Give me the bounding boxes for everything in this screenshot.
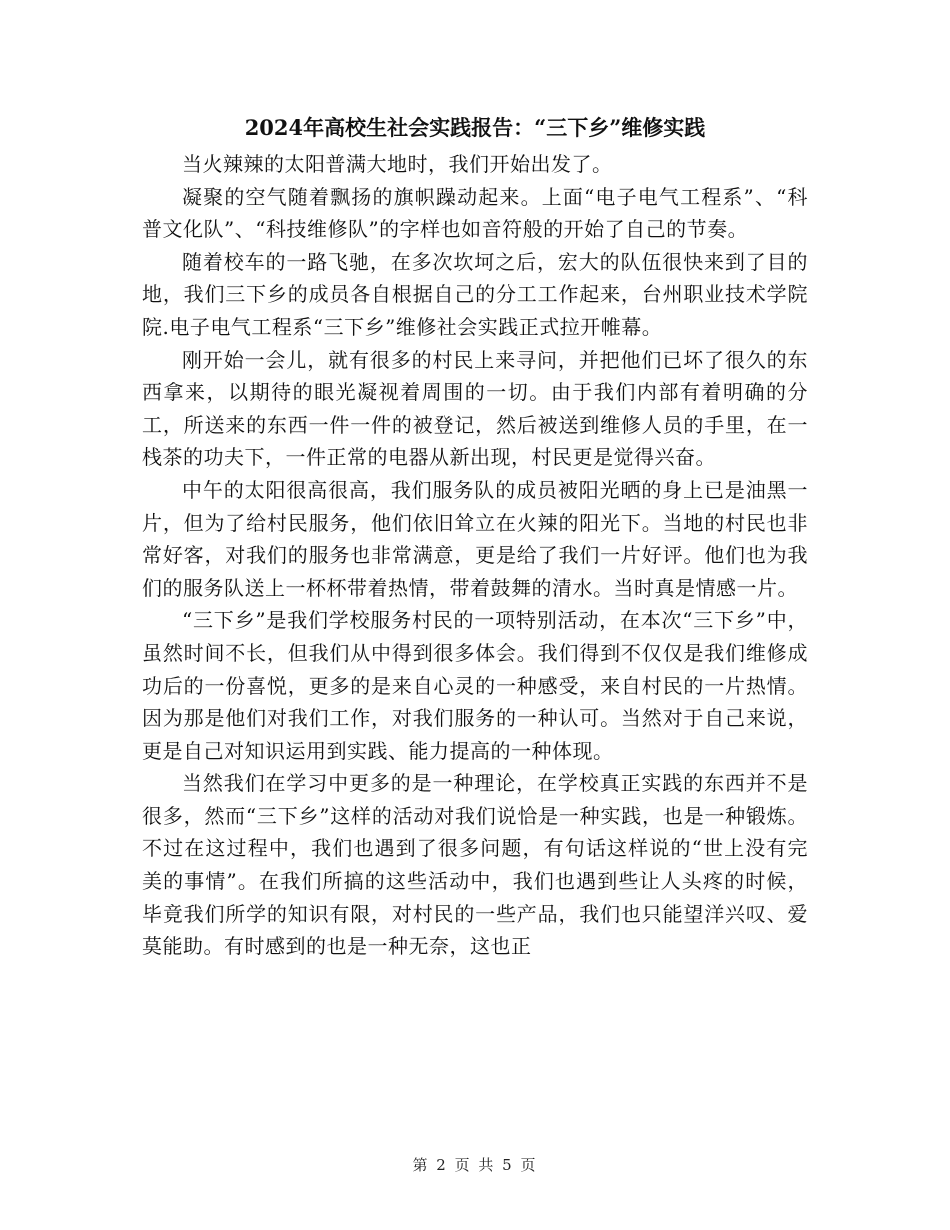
- paragraph-4: 刚开始一会儿，就有很多的村民上来寻问，并把他们已坏了很久的东西拿来，以期待的眼光凝视着周围的一切。由于我们内部有着明确的分工，所送来的东西一件一件的被登记，然后被送到维修人员的手里，在一栈茶的功夫下，一件正常的电器从新出现，村民更是觉得兴奋。: [142, 347, 808, 470]
- paragraph-1: 当火辣辣的太阳普满大地时，我们开始出发了。: [182, 152, 613, 176]
- paragraph-3: 随着校车的一路飞驰，在多次坎坷之后，宏大的队伍很快来到了目的地，我们三下乡的成员各自根据自己的分工工作起来，台州职业技术学院院.电子电气工程系“三下乡”维修社会实践正式拉开帷幕。: [142, 249, 808, 339]
- paragraph-7: 当然我们在学习中更多的是一种理论，在学校真正实践的东西并不是很多，然而“三下乡”这样的活动对我们说恰是一种实践，也是一种锻炼。不过在这过程中，我们也遇到了很多问题，有句话这样说的“世上没有完美的事情”。在我们所搞的这些活动中，我们也遇到些让人头疼的时候，毕竟我们所学的知识有限，对村民的一些产品，我们也只能望洋兴叹、爱莫能助。有时感到的也是一种无奈，这也正: [142, 771, 808, 959]
- document-body: [142, 148, 808, 963]
- paragraph-6: “三下乡”是我们学校服务村民的一项特别活动，在本次“三下乡”中，虽然时间不长，但我们从中得到很多体会。我们得到不仅仅是我们维修成功后的一份喜悦，更多的是来自心灵的一种感受，来自村民的一片热情。因为那是他们对我们工作，对我们服务的一种认可。当然对于自己来说，更是自己对知识运用到实践、能力提高的一种体现。: [142, 608, 808, 763]
- document-page: [142, 108, 808, 963]
- page-number-footer: 第 2 页 共 5 页: [412, 1156, 538, 1174]
- paragraph-2: 凝聚的空气随着飘扬的旗帜躁动起来。上面“电子电气工程系”、“科普文化队”、“科技维修队”的字样也如音符般的开始了自己的节奏。: [142, 184, 808, 242]
- document-title: 2024年高校生社会实践报告：“三下乡”维修实践: [244, 115, 706, 140]
- paragraph-5: 中午的太阳很高很高，我们服务队的成员被阳光晒的身上已是油黑一片，但为了给村民服务，他们依旧耸立在火辣的阳光下。当地的村民也非常好客，对我们的服务也非常满意，更是给了我们一片好评。他们也为我们的服务队送上一杯杯带着热情，带着鼓舞的清水。当时真是情感一片。: [142, 477, 808, 600]
